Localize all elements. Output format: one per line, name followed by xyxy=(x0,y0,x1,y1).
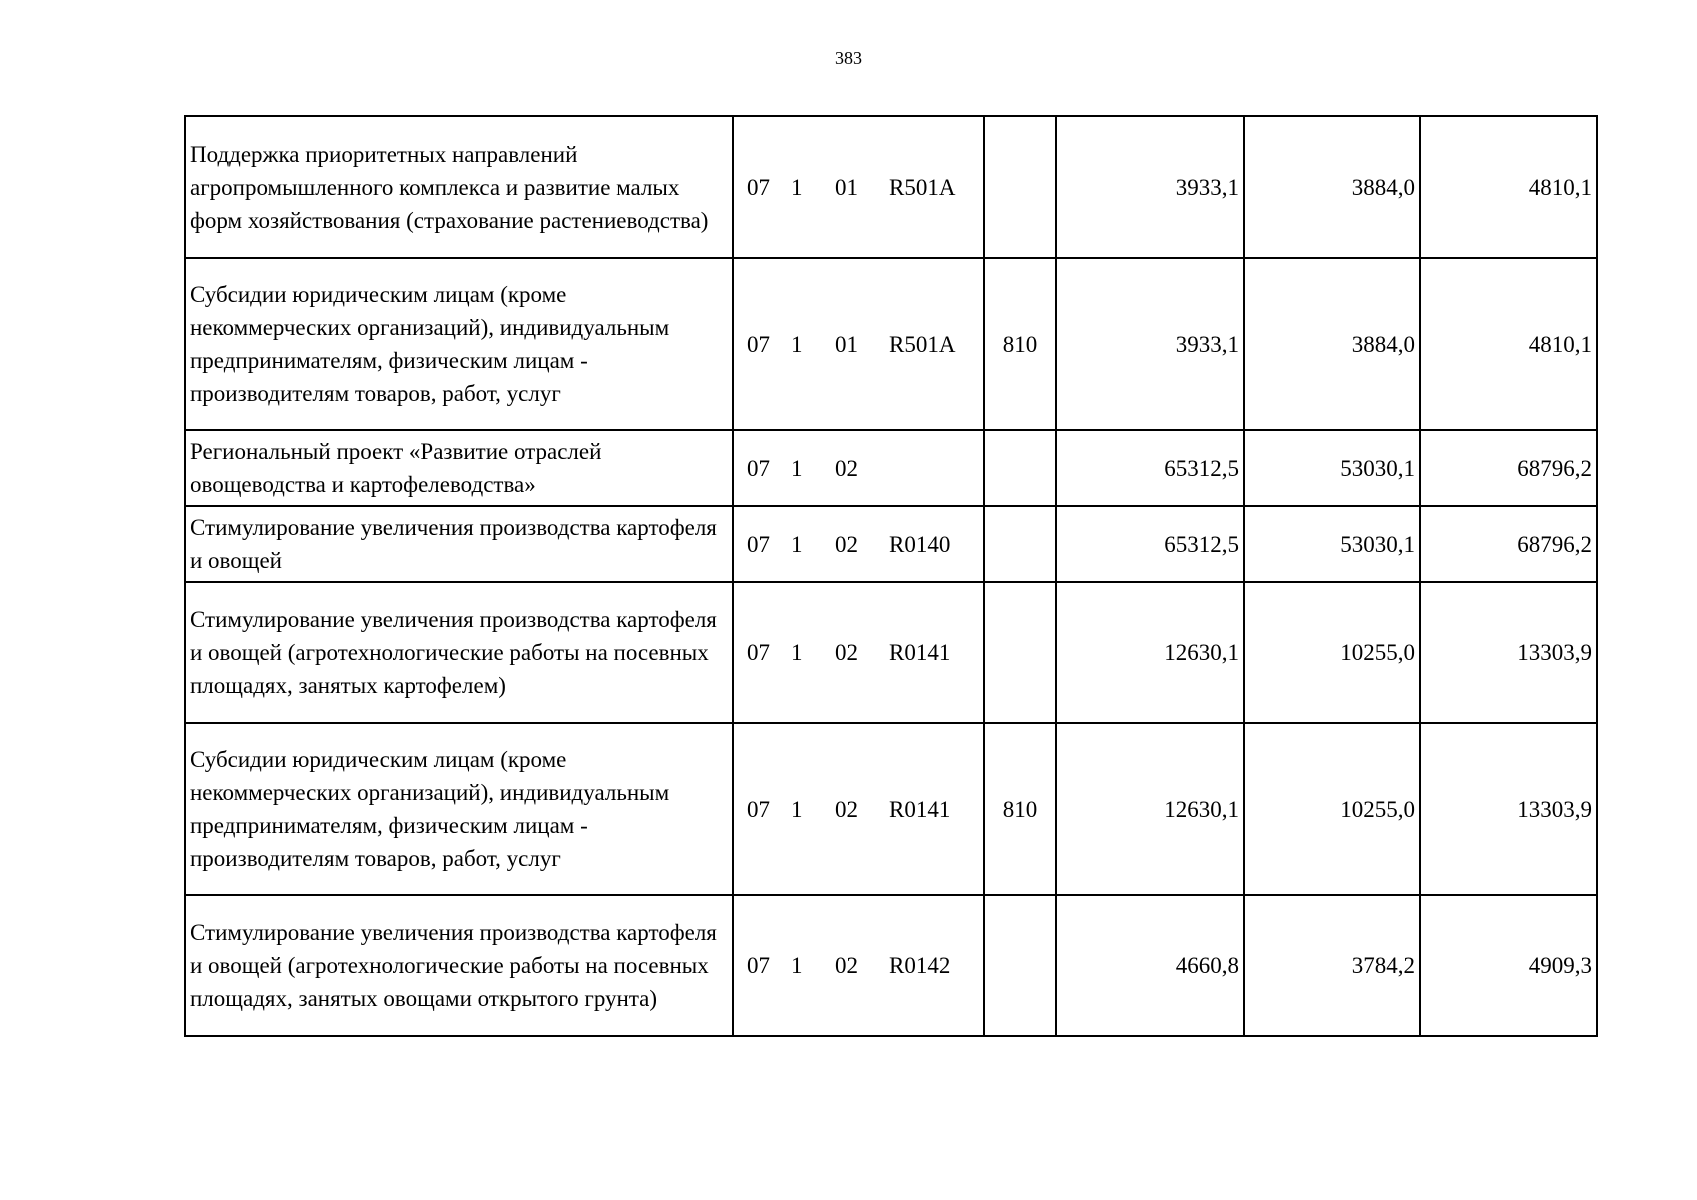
code-subprogram: 1 xyxy=(791,174,803,200)
row-expense-type: 810 xyxy=(984,258,1056,430)
code-event: 02 xyxy=(835,640,858,665)
row-code xyxy=(733,723,984,895)
code-event: 02 xyxy=(835,455,858,481)
row-expense-type: 810 xyxy=(984,723,1056,895)
row-name: Региональный проект «Развитие отраслей овощеводства и картофелеводства» xyxy=(185,430,733,506)
code-subprogram: 1 xyxy=(791,455,803,481)
row-amount-year-1: 12630,1 xyxy=(1056,723,1244,895)
row-amount-year-3: 68796,2 xyxy=(1420,430,1597,506)
row-name: Стимулирование увеличения производства картофеля и овощей (агротехнологические работы на посевных площадях, занятых картофелем) xyxy=(185,582,733,723)
row-name: Стимулирование увеличения производства картофеля и овощей xyxy=(185,506,733,582)
row-amount-year-2: 10255,0 xyxy=(1244,723,1420,895)
code-direction: R501A xyxy=(889,331,956,357)
row-expense-type xyxy=(984,116,1056,258)
row-amount-year-2: 53030,1 xyxy=(1244,506,1420,582)
row-amount-year-2: 10255,0 xyxy=(1244,582,1420,723)
row-expense-type xyxy=(984,895,1056,1036)
row-code xyxy=(733,506,984,582)
row-amount-year-2: 53030,1 xyxy=(1244,430,1420,506)
code-event: 02 xyxy=(835,531,858,557)
row-code xyxy=(733,258,984,430)
row-code xyxy=(733,116,984,258)
code-direction: R501A xyxy=(889,174,956,200)
code-event: 02 xyxy=(835,796,858,822)
code-event: 02 xyxy=(835,953,858,978)
row-amount-year-1: 12630,1 xyxy=(1056,582,1244,723)
page-number: 383 xyxy=(835,48,862,68)
row-code xyxy=(733,895,984,1036)
table-row xyxy=(185,430,1597,506)
code-program: 07 xyxy=(747,796,770,822)
code-subprogram: 1 xyxy=(791,531,803,557)
row-expense-type xyxy=(984,582,1056,723)
code-direction: R0142 xyxy=(889,953,951,978)
row-amount-year-3: 13303,9 xyxy=(1420,582,1597,723)
row-code xyxy=(733,430,984,506)
row-amount-year-3: 4810,1 xyxy=(1420,116,1597,258)
table-row xyxy=(185,723,1597,895)
code-program: 07 xyxy=(747,331,770,357)
budget-table xyxy=(184,115,1598,1037)
code-program: 07 xyxy=(747,640,770,665)
row-amount-year-1: 3933,1 xyxy=(1056,116,1244,258)
code-program: 07 xyxy=(747,174,770,200)
row-amount-year-2: 3884,0 xyxy=(1244,258,1420,430)
row-amount-year-3: 4810,1 xyxy=(1420,258,1597,430)
code-program: 07 xyxy=(747,953,770,978)
code-subprogram: 1 xyxy=(791,331,803,357)
row-code xyxy=(733,582,984,723)
row-amount-year-1: 65312,5 xyxy=(1056,430,1244,506)
row-amount-year-3: 4909,3 xyxy=(1420,895,1597,1036)
row-amount-year-1: 65312,5 xyxy=(1056,506,1244,582)
code-direction: R0141 xyxy=(889,640,951,665)
row-expense-type xyxy=(984,506,1056,582)
code-event: 01 xyxy=(835,174,858,200)
code-subprogram: 1 xyxy=(791,796,803,822)
table-row xyxy=(185,506,1597,582)
row-amount-year-3: 68796,2 xyxy=(1420,506,1597,582)
code-direction: R0141 xyxy=(889,796,951,822)
code-program: 07 xyxy=(747,455,770,481)
code-event: 01 xyxy=(835,331,858,357)
row-amount-year-3: 13303,9 xyxy=(1420,723,1597,895)
row-expense-type xyxy=(984,430,1056,506)
table-row xyxy=(185,582,1597,723)
code-program: 07 xyxy=(747,531,770,557)
code-direction: R0140 xyxy=(889,531,951,557)
table-row xyxy=(185,116,1597,258)
table-row xyxy=(185,895,1597,1036)
row-amount-year-2: 3784,2 xyxy=(1244,895,1420,1036)
code-subprogram: 1 xyxy=(791,640,803,665)
code-subprogram: 1 xyxy=(791,953,803,978)
budget-table-body xyxy=(185,116,1597,1036)
row-name: Субсидии юридическим лицам (кроме некоммерческих организаций), индивидуальным предпринимателям, физическим лицам - производителям товаров, работ, услуг xyxy=(185,723,733,895)
row-amount-year-1: 4660,8 xyxy=(1056,895,1244,1036)
row-name: Стимулирование увеличения производства картофеля и овощей (агротехнологические работы на посевных площадях, занятых овощами открытого грунта) xyxy=(185,895,733,1036)
table-row xyxy=(185,258,1597,430)
row-amount-year-2: 3884,0 xyxy=(1244,116,1420,258)
row-amount-year-1: 3933,1 xyxy=(1056,258,1244,430)
row-name: Поддержка приоритетных направлений агропромышленного комплекса и развитие малых форм хозяйствования (страхование растениеводства) xyxy=(185,116,733,258)
row-name: Субсидии юридическим лицам (кроме некоммерческих организаций), индивидуальным предпринимателям, физическим лицам - производителям товаров, работ, услуг xyxy=(185,258,733,430)
